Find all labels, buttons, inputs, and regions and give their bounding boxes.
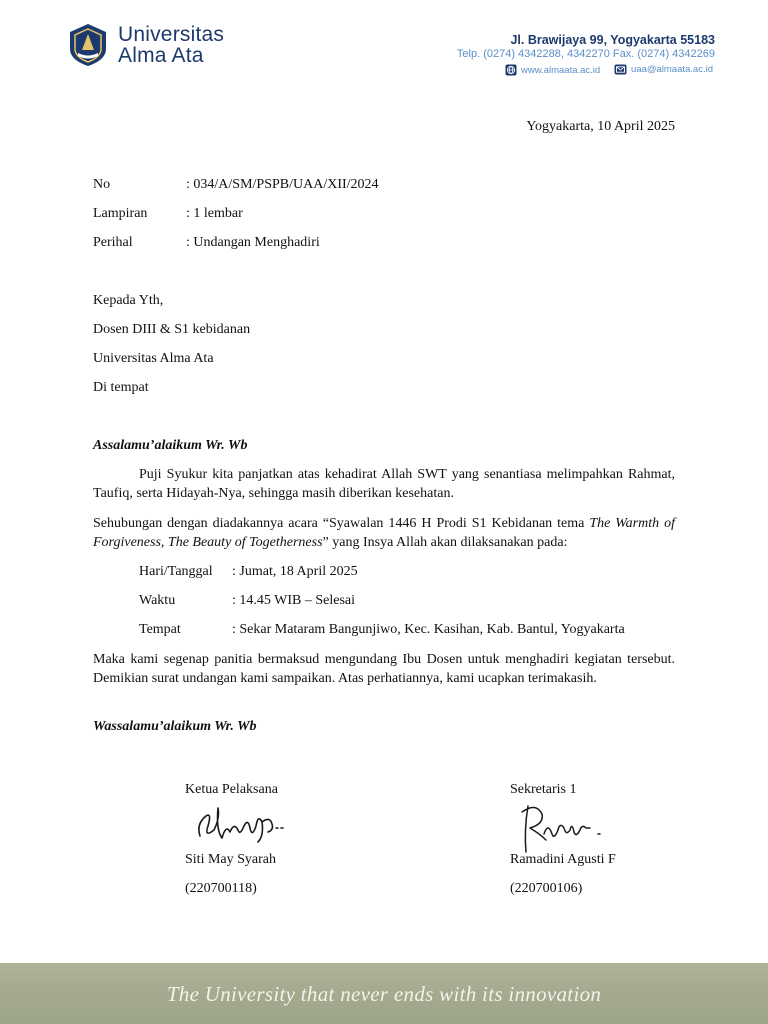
letter-date: Yogyakarta, 10 April 2025: [526, 119, 675, 134]
meta-value-perihal: : Undangan Menghadiri: [186, 235, 320, 250]
university-logo-icon: [67, 22, 109, 68]
recipient-line: Kepada Yth,: [93, 293, 164, 308]
closing-salutation: Wassalamu’alaikum Wr. Wb: [93, 719, 257, 734]
university-name-line2: Alma Ata: [118, 44, 204, 67]
signatory-name: Ramadini Agusti F: [510, 852, 616, 867]
signature-ketua: [192, 800, 292, 848]
signatory-id: (220700118): [185, 881, 257, 896]
paragraph-event-text-end: ” yang Insya Allah akan dilaksanakan pada:: [322, 535, 568, 550]
paragraph-closing: Maka kami segenap panitia bermaksud mengundang Ibu Dosen untuk menghadiri kegiatan tersebut. Demikian surat undangan kami sampaikan. Atas perhatiannya, kami ucapkan terimakasih.: [93, 652, 675, 686]
detail-label-date: Hari/Tanggal: [139, 564, 213, 579]
paragraph-opening: Puji Syukur kita panjatkan atas kehadirat Allah SWT yang senantiasa melimpahkan Rahmat, Taufiq, serta Hidayah-Nya, sehingga masih diberikan kesehatan.: [93, 467, 675, 501]
university-name: [118, 24, 224, 66]
email-contact: [614, 64, 713, 75]
mail-icon: [614, 64, 627, 75]
recipient-line: Dosen DIII & S1 kebidanan: [93, 322, 251, 337]
detail-value-place: : Sekar Mataram Bangunjiwo, Kec. Kasihan, Kab. Bantul, Yogyakarta: [232, 622, 625, 637]
meta-label-lampiran: Lampiran: [93, 206, 148, 221]
detail-label-time: Waktu: [139, 593, 176, 608]
university-address: Jl. Brawijaya 99, Yogyakarta 55183: [510, 33, 715, 47]
signatory-name: Siti May Syarah: [185, 852, 276, 867]
meta-label-no: No: [93, 177, 111, 192]
signatory-role: Ketua Pelaksana: [185, 782, 278, 797]
recipient-line: Universitas Alma Ata: [93, 351, 214, 366]
university-phone-fax: Telp. (0274) 4342288, 4342270 Fax. (0274) 4342269: [456, 48, 715, 60]
detail-value-date: : Jumat, 18 April 2025: [232, 564, 358, 579]
event-theme: The Warmth of Forgiveness, The Beauty of Togetherness: [93, 516, 675, 550]
meta-value-no: : 034/A/SM/PSPB/UAA/XII/2024: [186, 177, 379, 192]
paragraph-event: [93, 514, 675, 552]
footer-slogan: The University that never ends with its innovation: [166, 982, 602, 1006]
detail-label-place: Tempat: [139, 622, 181, 637]
meta-value-lampiran: : 1 lembar: [186, 206, 243, 221]
website-contact: [505, 64, 600, 76]
paragraph-event-text: Sehubungan dengan diadakannya acara “Syawalan 1446 H Prodi S1 Kebidanan tema: [93, 516, 590, 531]
signature-sekretaris: [514, 800, 610, 858]
greeting: Assalamu’alaikum Wr. Wb: [93, 438, 248, 453]
meta-label-perihal: Perihal: [93, 235, 133, 250]
website-link[interactable]: www.almaata.ac.id: [521, 64, 601, 76]
signatory-role: Sekretaris 1: [510, 782, 577, 797]
detail-value-time: : 14.45 WIB – Selesai: [232, 593, 356, 608]
signatory-id: (220700106): [510, 881, 583, 896]
globe-icon: [505, 64, 517, 76]
email-link[interactable]: uaa@almaata.ac.id: [631, 64, 713, 75]
recipient-line: Di tempat: [93, 380, 149, 395]
university-name-line1: Universitas: [118, 23, 225, 46]
